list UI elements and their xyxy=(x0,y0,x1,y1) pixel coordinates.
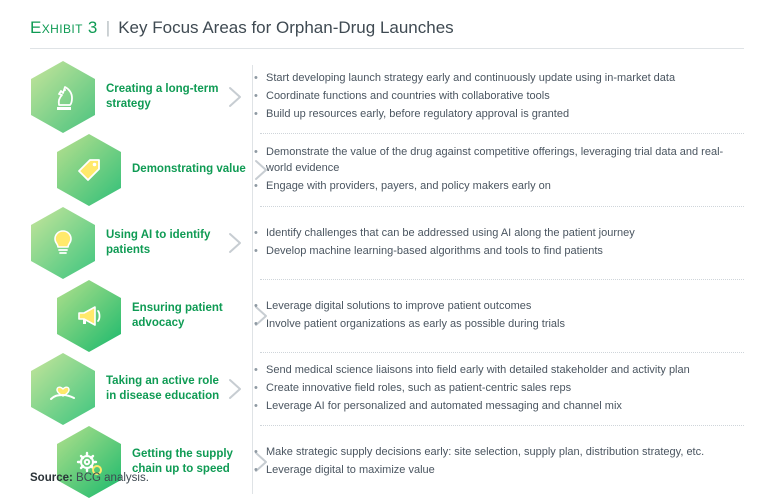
lightbulb-icon xyxy=(31,207,95,279)
focus-area-row[interactable] xyxy=(24,207,744,279)
bullet-item: • Demonstrate the value of the drug against competitive offerings, leveraging trial data and real-world evidence xyxy=(254,145,744,177)
bullet-item: • Leverage digital to maximize value xyxy=(254,463,744,479)
bullet-item: • Send medical science liaisons into field early with detailed stakeholder and activity plan xyxy=(254,363,744,379)
bullet-item: • Leverage AI for personalized and automated messaging and channel mix xyxy=(254,399,744,415)
bullet-item: • Create innovative field roles, such as patient-centric sales reps xyxy=(254,381,744,397)
focus-area-icon-badge xyxy=(24,353,102,425)
megaphone-icon xyxy=(57,280,121,352)
focus-area-bullets xyxy=(250,143,744,197)
focus-area-label: Taking an active role in disease education xyxy=(106,374,220,402)
exhibit-number: Exhibit 3 xyxy=(30,18,98,37)
chevron-right-icon xyxy=(220,86,250,108)
focus-area-label: Demonstrating value xyxy=(132,163,246,176)
price-tag-icon xyxy=(57,134,121,206)
exhibit-header xyxy=(24,18,744,38)
bullet-item: • Start developing launch strategy early and continuously update using in-market data xyxy=(254,71,744,87)
source-note xyxy=(30,472,149,484)
focus-area-bullets xyxy=(250,69,744,125)
focus-area-icon-badge xyxy=(50,134,128,206)
focus-area-row[interactable] xyxy=(24,61,744,133)
chess-knight-icon xyxy=(31,61,95,133)
bullet-item: • Make strategic supply decisions early: site selection, supply plan, distribution strategy, etc. xyxy=(254,445,744,461)
bullet-item: • Identify challenges that can be addressed using AI along the patient journey xyxy=(254,226,744,242)
focus-area-label: Using AI to identify patients xyxy=(106,228,211,256)
chevron-right-icon xyxy=(220,378,250,400)
focus-area-list xyxy=(24,61,744,498)
page-title: Key Focus Areas for Orphan-Drug Launches xyxy=(118,18,454,37)
focus-area-label: Getting the supply chain up to speed xyxy=(132,447,233,475)
focus-area-icon-badge xyxy=(24,61,102,133)
bullet-item: • Build up resources early, before regulatory approval is granted xyxy=(254,107,744,123)
bullet-item: • Leverage digital solutions to improve patient outcomes xyxy=(254,299,744,315)
focus-area-icon-badge xyxy=(24,207,102,279)
focus-area-row[interactable] xyxy=(24,280,744,352)
focus-area-label: Ensuring patient advocacy xyxy=(132,301,223,329)
hand-heart-icon xyxy=(31,353,95,425)
focus-area-label: Creating a long-term strategy xyxy=(106,82,219,110)
focus-area-bullets xyxy=(250,361,744,417)
focus-area-icon-badge xyxy=(50,280,128,352)
source-label: Source: xyxy=(30,472,73,484)
header-separator: | xyxy=(105,18,111,37)
bullet-item: • Develop machine learning-based algorithms and tools to find patients xyxy=(254,244,744,260)
focus-area-bullets xyxy=(250,224,744,262)
focus-area-icon-badge xyxy=(50,426,128,498)
focus-area-row[interactable] xyxy=(24,134,744,206)
bullet-item: • Involve patient organizations as early as possible during trials xyxy=(254,317,744,333)
focus-area-bullets xyxy=(250,443,744,481)
gears-icon xyxy=(57,426,121,498)
bullet-item: • Engage with providers, payers, and policy makers early on xyxy=(254,179,744,195)
focus-area-row[interactable] xyxy=(24,353,744,425)
header-divider xyxy=(30,48,744,49)
focus-area-row[interactable] xyxy=(24,426,744,498)
chevron-right-icon xyxy=(220,232,250,254)
focus-area-bullets xyxy=(250,297,744,335)
bullet-item: • Coordinate functions and countries with collaborative tools xyxy=(254,89,744,105)
source-text: BCG analysis. xyxy=(76,472,149,484)
